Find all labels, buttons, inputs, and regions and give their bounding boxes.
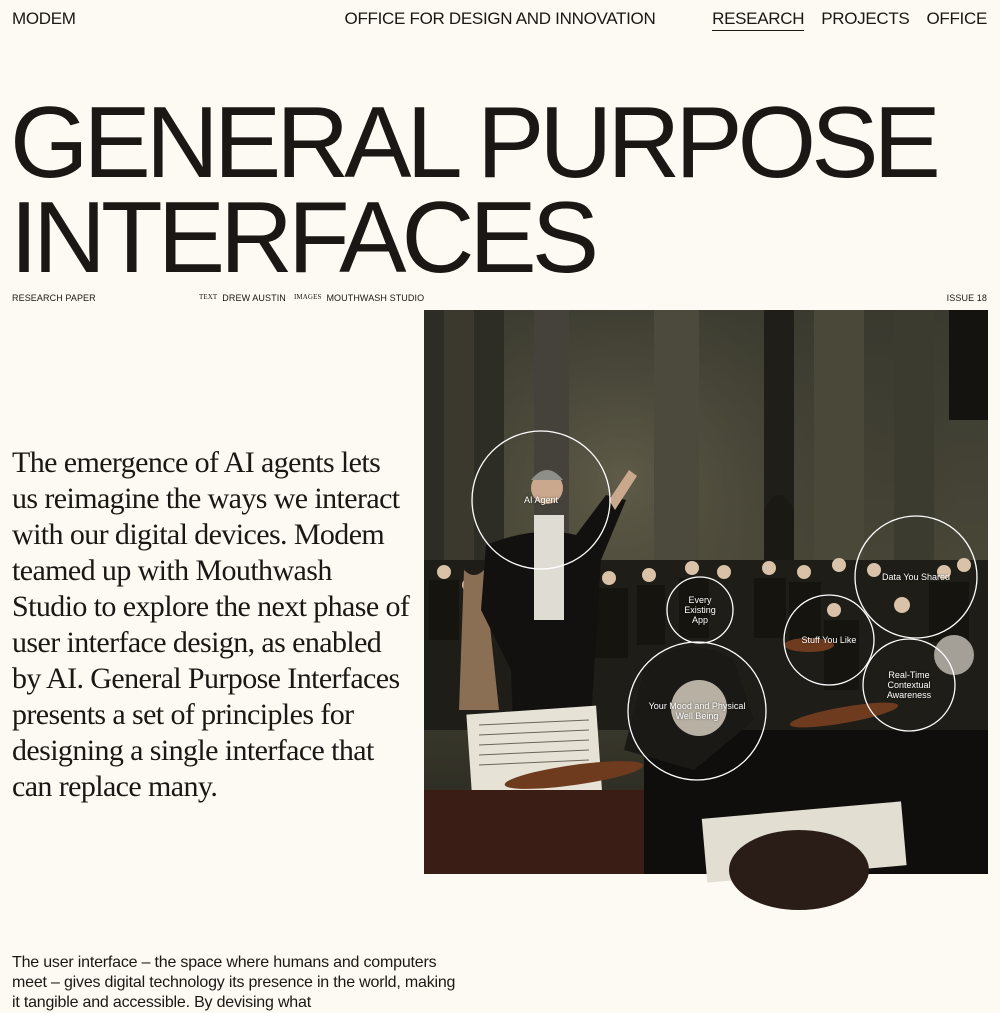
label-data-you-shared: Data You Shared [881, 572, 951, 582]
article-meta [0, 293, 1000, 305]
page-title [10, 87, 990, 294]
label-every-existing-app: Every Existing App [684, 595, 716, 625]
nav-link-projects[interactable]: PROJECTS [821, 9, 910, 28]
nav-link-office[interactable]: OFFICE [926, 9, 987, 28]
images-studio: MOUTHWASH STUDIO [326, 293, 425, 303]
author-credit [199, 293, 286, 303]
page-title-line-1: GENERAL PURPOSE [10, 87, 936, 199]
nav-link-research[interactable]: RESEARCH [712, 9, 804, 31]
body-paragraph: The user interface – the space where humans and computers meet – gives digital technology its presence in the world, making it tangible and accessible. By devising what [12, 954, 456, 1011]
author-name: DREW AUSTIN [222, 293, 286, 303]
page-title-line-2: INTERFACES [10, 182, 595, 294]
article-type: RESEARCH PAPER [12, 293, 96, 303]
orchestra-photo [424, 310, 988, 874]
label-stuff-you-like: Stuff You Like [801, 635, 857, 645]
lede-paragraph: The emergence of AI agents lets us reimagine the ways we interact with our digital devices. Modem teamed up with Mouthwash Studio to explore the next phase of user interface design, as enabled by AI. General Purpose Interfaces presents a set of principles for designing a single interface that can replace many. [12, 446, 410, 803]
brand-logo[interactable]: MODEM [12, 9, 76, 28]
photo-illustration [424, 310, 988, 874]
top-nav [0, 0, 1000, 40]
label-mood-wellbeing: Your Mood and Physical Well Being [648, 701, 746, 721]
nav-tagline: OFFICE FOR DESIGN AND INNOVATION [344, 9, 656, 28]
issue-number: ISSUE 18 [946, 293, 987, 303]
images-credit [294, 293, 424, 303]
label-contextual-awareness: Real-Time Contextual Awareness [886, 670, 932, 700]
images-label: IMAGES [294, 293, 322, 301]
label-ai-agent: AI Agent [523, 495, 559, 505]
text-label: TEXT [199, 293, 218, 301]
nav-links [712, 9, 987, 31]
